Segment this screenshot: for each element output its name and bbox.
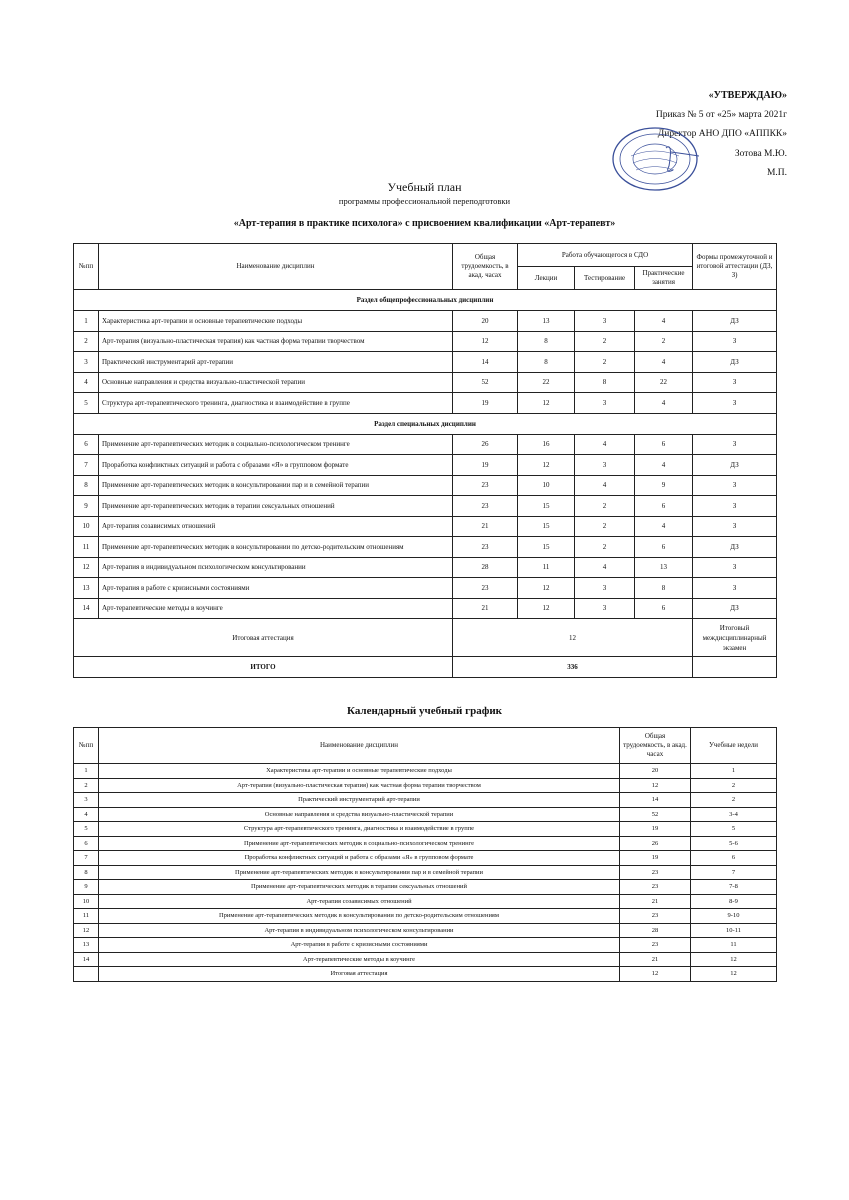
cell-weeks: 7 xyxy=(691,865,777,880)
cell-num: 14 xyxy=(74,952,99,967)
cell-num: 9 xyxy=(74,880,99,895)
cell-lectures: 13 xyxy=(518,311,575,332)
approval-order: Приказ № 5 от «25» марта 2021г xyxy=(655,109,787,120)
cell-total-hours: 12 xyxy=(453,331,518,352)
cell-assessment-form: З xyxy=(693,434,777,455)
col-practice-header: Практические занятия xyxy=(635,267,693,290)
cell-total-hours: 23 xyxy=(620,909,691,924)
cell-discipline: Применение арт-терапевтических методик в консультировании пар и в семейной терапии xyxy=(99,475,453,496)
cell-total-hours: 26 xyxy=(453,434,518,455)
calendar-rows xyxy=(74,764,777,982)
cell-assessment-form: З xyxy=(693,516,777,537)
cell-weeks: 6 xyxy=(691,851,777,866)
cell-num: 12 xyxy=(74,923,99,938)
cell-practice: 4 xyxy=(635,516,693,537)
cell-assessment-form: З xyxy=(693,372,777,393)
cell-practice: 6 xyxy=(635,434,693,455)
cell-practice: 2 xyxy=(635,331,693,352)
cell-discipline: Итоговая аттестация xyxy=(99,967,620,982)
cell-testing: 8 xyxy=(575,372,635,393)
table-row xyxy=(74,475,777,496)
cell-practice: 4 xyxy=(635,455,693,476)
curriculum-table xyxy=(73,243,777,678)
table-row xyxy=(74,455,777,476)
table-row xyxy=(74,778,777,793)
cell-num: 12 xyxy=(74,557,99,578)
table-row xyxy=(74,537,777,558)
cell-num: 6 xyxy=(74,434,99,455)
cell-assessment-form: З xyxy=(693,557,777,578)
cell-total-hours: 23 xyxy=(620,938,691,953)
cell-lectures: 22 xyxy=(518,372,575,393)
plan-subtitle: программы профессиональной переподготовки xyxy=(338,196,511,206)
cell-discipline: Основные направления и средства визуально-пластической терапии xyxy=(99,807,620,822)
plan-title: Учебный план xyxy=(387,180,462,194)
cell-discipline: Характеристика арт-терапии и основные терапевтические подходы xyxy=(99,764,620,779)
cell-testing: 2 xyxy=(575,331,635,352)
cell-assessment-form: З xyxy=(693,475,777,496)
cell-num: 8 xyxy=(74,865,99,880)
cell-testing: 2 xyxy=(575,537,635,558)
table-row xyxy=(74,923,777,938)
cell-discipline: Проработка конфликтных ситуаций и работа с образами «Я» в групповом формате xyxy=(99,851,620,866)
final-attestation-label: Итоговая аттестация xyxy=(74,619,453,657)
cell-discipline: Применение арт-терапевтических методик в консультировании по детско-родительским отношениям xyxy=(99,909,620,924)
cell-total-hours: 23 xyxy=(453,537,518,558)
cell-num: 14 xyxy=(74,598,99,619)
cell-num: 7 xyxy=(74,851,99,866)
cell-discipline: Применение арт-терапевтических методик в социально-психологическом тренинге xyxy=(99,434,453,455)
cell-discipline: Арт-терапия созависимых отношений xyxy=(99,516,453,537)
col-num-header: №пп xyxy=(74,244,99,290)
cell-practice: 13 xyxy=(635,557,693,578)
col-forms-header: Формы промежуточной и итоговой аттестации (ДЗ, З) xyxy=(693,244,777,290)
cell-total-hours: 28 xyxy=(620,923,691,938)
table-row xyxy=(74,393,777,414)
cell-practice: 4 xyxy=(635,352,693,373)
cell-num: 9 xyxy=(74,496,99,517)
cell-practice: 6 xyxy=(635,598,693,619)
cell-total-hours: 14 xyxy=(453,352,518,373)
cell-assessment-form: З xyxy=(693,578,777,599)
cell-lectures: 12 xyxy=(518,598,575,619)
special-disciplines-rows xyxy=(74,434,777,619)
cell-testing: 2 xyxy=(575,352,635,373)
cell-total-hours: 20 xyxy=(453,311,518,332)
cell-num: 5 xyxy=(74,393,99,414)
cell-num: 13 xyxy=(74,938,99,953)
cell-weeks: 9-10 xyxy=(691,909,777,924)
cell-discipline: Арт-терапия в индивидуальном психологическом консультировании xyxy=(99,923,620,938)
table-row xyxy=(74,822,777,837)
cell-discipline: Применение арт-терапевтических методик в консультировании пар и в семейной терапии xyxy=(99,865,620,880)
cell-lectures: 12 xyxy=(518,393,575,414)
cell-testing: 2 xyxy=(575,496,635,517)
cell-lectures: 15 xyxy=(518,496,575,517)
cell-discipline: Арт-терапия в работе с кризисными состояниями xyxy=(99,938,620,953)
cell-num: 10 xyxy=(74,516,99,537)
table-row xyxy=(74,938,777,953)
cell-testing: 3 xyxy=(575,311,635,332)
table-row xyxy=(74,598,777,619)
cell-practice: 22 xyxy=(635,372,693,393)
cell-lectures: 12 xyxy=(518,578,575,599)
cell-total-hours: 21 xyxy=(453,598,518,619)
cal-col-num-header: №пп xyxy=(74,728,99,764)
table-row xyxy=(74,967,777,982)
section-general-heading: Раздел общепрофессиональных дисциплин xyxy=(74,290,777,311)
cell-num: 3 xyxy=(74,793,99,808)
cell-total-hours: 26 xyxy=(620,836,691,851)
table-row xyxy=(74,952,777,967)
cell-num: 11 xyxy=(74,909,99,924)
cell-testing: 2 xyxy=(575,516,635,537)
cell-weeks: 10-11 xyxy=(691,923,777,938)
approval-signer-name: Зотова М.Ю. xyxy=(734,148,787,159)
cell-discipline: Применение арт-терапевтических методик в терапии сексуальных отношений xyxy=(99,496,453,517)
cell-discipline: Арт-терапия созависимых отношений xyxy=(99,894,620,909)
cell-discipline: Практический инструментарий арт-терапии xyxy=(99,352,453,373)
cell-total-hours: 19 xyxy=(453,455,518,476)
cell-discipline: Применение арт-терапевтических методик в консультировании по детско-родительским отношениям xyxy=(99,537,453,558)
cell-weeks: 3-4 xyxy=(691,807,777,822)
cell-testing: 3 xyxy=(575,393,635,414)
approval-heading: «УТВЕРЖДАЮ» xyxy=(708,90,787,101)
table-row xyxy=(74,516,777,537)
cell-lectures: 10 xyxy=(518,475,575,496)
table-row xyxy=(74,764,777,779)
cell-practice: 6 xyxy=(635,496,693,517)
cell-discipline: Арт-терапевтические методы в коучинге xyxy=(99,598,453,619)
calendar-table xyxy=(73,727,777,982)
cell-lectures: 15 xyxy=(518,537,575,558)
cal-col-total-header: Общая трудоемкость, в акад. часах xyxy=(620,728,691,764)
cell-num: 10 xyxy=(74,894,99,909)
cell-assessment-form: ДЗ xyxy=(693,537,777,558)
cell-total-hours: 20 xyxy=(620,764,691,779)
cell-practice: 9 xyxy=(635,475,693,496)
cell-weeks: 12 xyxy=(691,967,777,982)
total-value: 336 xyxy=(453,657,693,678)
cell-weeks: 7-8 xyxy=(691,880,777,895)
final-attestation-hours: 12 xyxy=(453,619,693,657)
cell-discipline: Арт-терапия в работе с кризисными состояниями xyxy=(99,578,453,599)
table-row xyxy=(74,880,777,895)
col-total-header: Общая трудоемкость, в акад. часах xyxy=(453,244,518,290)
table-row xyxy=(74,434,777,455)
cell-discipline: Структура арт-терапевтического тренинга, диагностика и взаимодействие в группе xyxy=(99,822,620,837)
cell-total-hours: 14 xyxy=(620,793,691,808)
cell-assessment-form: ДЗ xyxy=(693,311,777,332)
total-empty-cell xyxy=(693,657,777,678)
col-lectures-header: Лекции xyxy=(518,267,575,290)
cell-num: 2 xyxy=(74,331,99,352)
cell-discipline: Основные направления и средства визуально-пластической терапии xyxy=(99,372,453,393)
cell-lectures: 8 xyxy=(518,352,575,373)
cell-num: 4 xyxy=(74,372,99,393)
cell-lectures: 8 xyxy=(518,331,575,352)
cell-num xyxy=(74,967,99,982)
cell-practice: 6 xyxy=(635,537,693,558)
general-disciplines-rows xyxy=(74,311,777,414)
cell-weeks: 12 xyxy=(691,952,777,967)
cell-discipline: Проработка конфликтных ситуаций и работа с образами «Я» в групповом формате xyxy=(99,455,453,476)
table-row xyxy=(74,311,777,332)
cell-num: 11 xyxy=(74,537,99,558)
approval-mp: М.П. xyxy=(766,168,787,178)
cell-practice: 4 xyxy=(635,393,693,414)
cell-total-hours: 12 xyxy=(620,778,691,793)
cal-col-weeks-header: Учебные недели xyxy=(691,728,777,764)
cell-testing: 4 xyxy=(575,475,635,496)
table-row xyxy=(74,331,777,352)
cell-assessment-form: ДЗ xyxy=(693,598,777,619)
table-row xyxy=(74,352,777,373)
cell-discipline: Практический инструментарий арт-терапии xyxy=(99,793,620,808)
cell-discipline: Характеристика арт-терапии и основные терапевтические подходы xyxy=(99,311,453,332)
cell-practice: 4 xyxy=(635,311,693,332)
cell-discipline: Арт-терапия (визуально-пластическая терапия) как частная форма терапии творчеством xyxy=(99,778,620,793)
final-attestation-form: Итоговый междисциплинарный экзамен xyxy=(693,619,777,657)
cell-total-hours: 19 xyxy=(453,393,518,414)
cell-assessment-form: ДЗ xyxy=(693,455,777,476)
cell-total-hours: 52 xyxy=(620,807,691,822)
cell-assessment-form: З xyxy=(693,393,777,414)
cell-discipline: Структура арт-терапевтического тренинга, диагностика и взаимодействие в группе xyxy=(99,393,453,414)
cell-total-hours: 21 xyxy=(453,516,518,537)
cell-weeks: 2 xyxy=(691,793,777,808)
table-row xyxy=(74,578,777,599)
cell-weeks: 11 xyxy=(691,938,777,953)
cell-testing: 3 xyxy=(575,578,635,599)
section-special-heading: Раздел специальных дисциплин xyxy=(74,413,777,434)
cell-num: 2 xyxy=(74,778,99,793)
approval-director: Директор АНО ДПО «АППКК» xyxy=(657,129,787,139)
table-row xyxy=(74,836,777,851)
cell-testing: 3 xyxy=(575,455,635,476)
cell-weeks: 5-6 xyxy=(691,836,777,851)
cell-lectures: 11 xyxy=(518,557,575,578)
cell-num: 1 xyxy=(74,764,99,779)
total-label: ИТОГО xyxy=(74,657,453,678)
cell-testing: 4 xyxy=(575,557,635,578)
col-testing-header: Тестирование xyxy=(575,267,635,290)
cell-total-hours: 23 xyxy=(453,578,518,599)
cell-lectures: 16 xyxy=(518,434,575,455)
cell-num: 8 xyxy=(74,475,99,496)
cell-total-hours: 28 xyxy=(453,557,518,578)
cell-assessment-form: ДЗ xyxy=(693,352,777,373)
cell-num: 5 xyxy=(74,822,99,837)
table-row xyxy=(74,496,777,517)
cell-num: 4 xyxy=(74,807,99,822)
cell-discipline: Арт-терапия (визуально-пластическая терапия) как частная форма терапии творчеством xyxy=(99,331,453,352)
cell-num: 6 xyxy=(74,836,99,851)
cell-weeks: 8-9 xyxy=(691,894,777,909)
cell-assessment-form: З xyxy=(693,496,777,517)
cell-weeks: 5 xyxy=(691,822,777,837)
cell-testing: 3 xyxy=(575,598,635,619)
col-work-header: Работа обучающегося в СДО xyxy=(518,244,693,267)
calendar-title: Календарный учебный график xyxy=(346,705,502,717)
cell-total-hours: 23 xyxy=(620,865,691,880)
table-row xyxy=(74,372,777,393)
cell-total-hours: 19 xyxy=(620,851,691,866)
cell-total-hours: 12 xyxy=(620,967,691,982)
cell-testing: 4 xyxy=(575,434,635,455)
cell-total-hours: 23 xyxy=(620,880,691,895)
table-row xyxy=(74,793,777,808)
cell-discipline: Применение арт-терапевтических методик в социально-психологическом тренинге xyxy=(99,836,620,851)
cal-col-name-header: Наименование дисциплин xyxy=(99,728,620,764)
cell-practice: 8 xyxy=(635,578,693,599)
table-row xyxy=(74,851,777,866)
cell-discipline: Арт-терапия в индивидуальном психологическом консультировании xyxy=(99,557,453,578)
cell-weeks: 1 xyxy=(691,764,777,779)
cell-lectures: 15 xyxy=(518,516,575,537)
table-row xyxy=(74,865,777,880)
cell-total-hours: 23 xyxy=(453,475,518,496)
cell-num: 1 xyxy=(74,311,99,332)
cell-total-hours: 52 xyxy=(453,372,518,393)
table-row xyxy=(74,807,777,822)
table-row xyxy=(74,909,777,924)
cell-assessment-form: З xyxy=(693,331,777,352)
table-row xyxy=(74,557,777,578)
cell-weeks: 2 xyxy=(691,778,777,793)
cell-total-hours: 23 xyxy=(453,496,518,517)
cell-discipline: Арт-терапевтические методы в коучинге xyxy=(99,952,620,967)
cell-discipline: Применение арт-терапевтических методик в терапии сексуальных отношений xyxy=(99,880,620,895)
cell-total-hours: 21 xyxy=(620,952,691,967)
table-row xyxy=(74,894,777,909)
col-name-header: Наименование дисциплин xyxy=(99,244,453,290)
cell-num: 3 xyxy=(74,352,99,373)
cell-total-hours: 19 xyxy=(620,822,691,837)
cell-total-hours: 21 xyxy=(620,894,691,909)
cell-num: 7 xyxy=(74,455,99,476)
cell-num: 13 xyxy=(74,578,99,599)
cell-lectures: 12 xyxy=(518,455,575,476)
program-title: «Арт-терапия в практике психолога» с присвоением квалификации «Арт-терапевт» xyxy=(233,218,616,229)
